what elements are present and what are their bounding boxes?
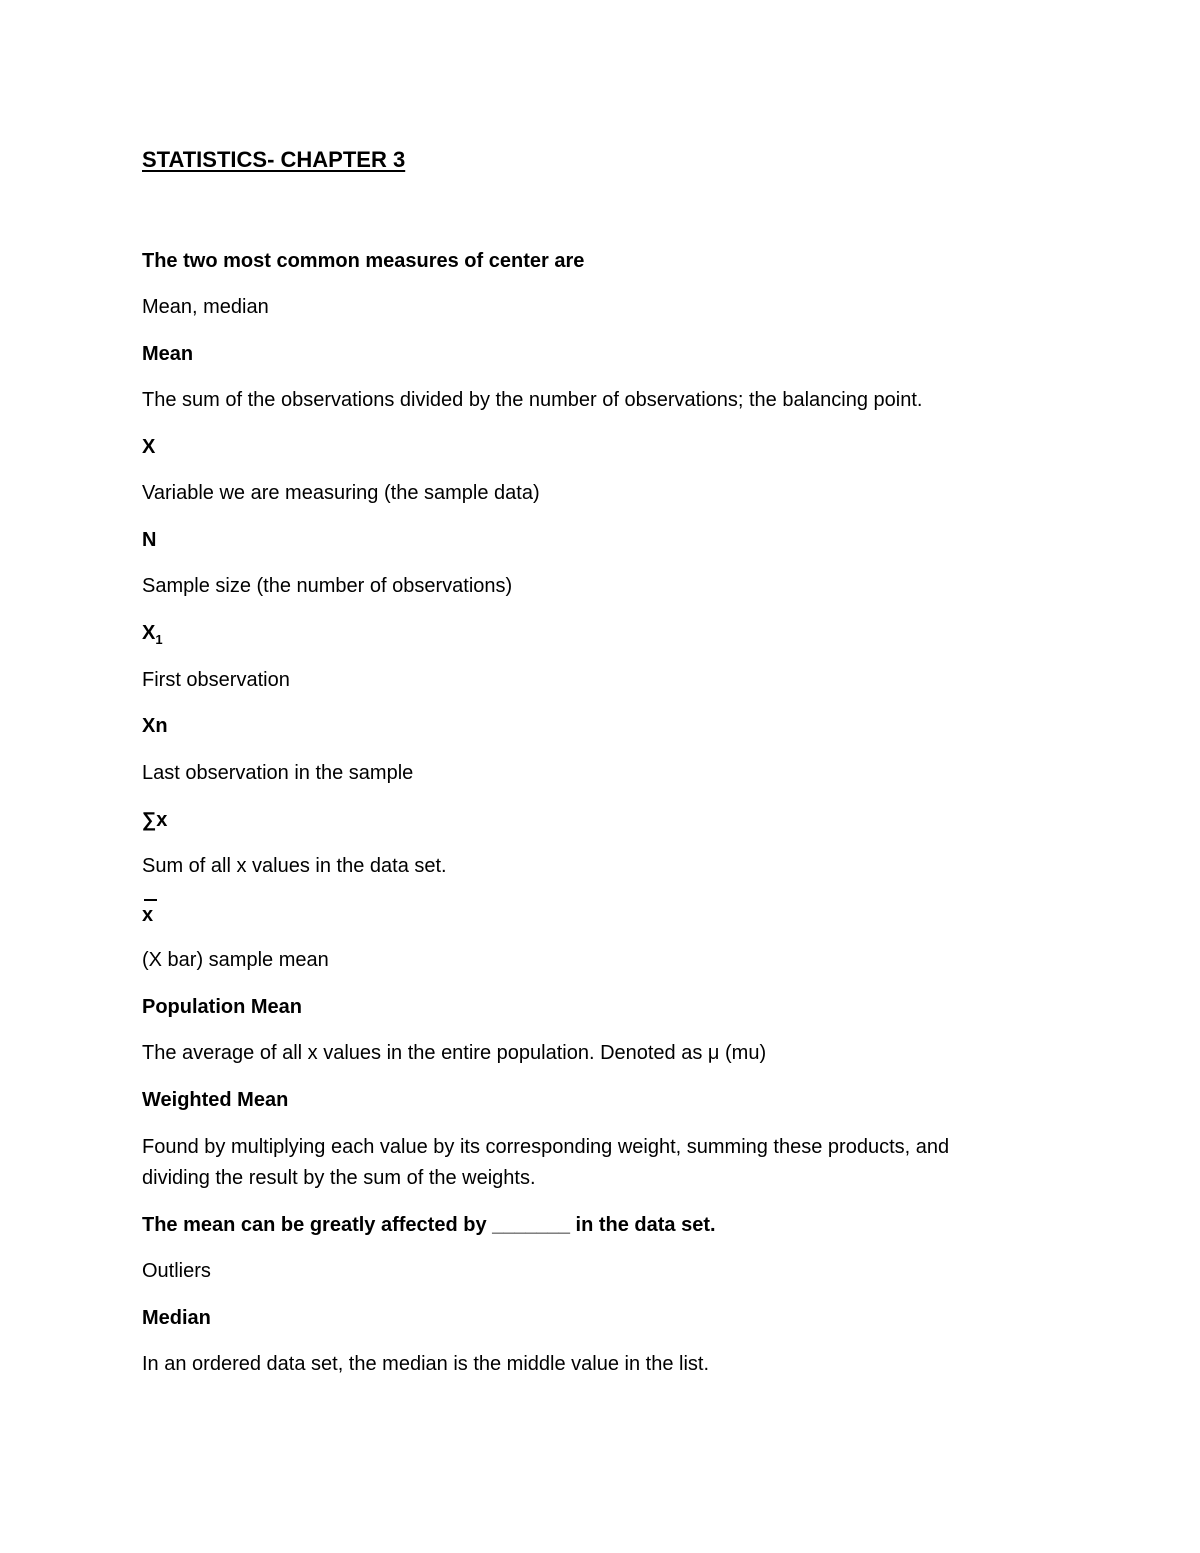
definition-mean: The sum of the observations divided by the number of observations; the balancing point.: [142, 389, 923, 411]
question-outliers: The mean can be greatly affected by _______ in the data set.: [142, 1214, 716, 1236]
x-bar-letter: x: [142, 904, 154, 926]
x-bar-symbol: [142, 898, 153, 931]
answer-outliers: Outliers: [142, 1260, 211, 1282]
term-xn: Xn: [142, 715, 168, 737]
page-title: STATISTICS- CHAPTER 3: [142, 147, 406, 172]
definition-weighted-mean-line-1: Found by multiplying each value by its corresponding weight, summing these products, and: [142, 1136, 950, 1158]
definition-xn: Last observation in the sample: [142, 762, 414, 784]
term-sum-x: ∑x: [142, 809, 168, 831]
definition-sum-x: Sum of all x values in the data set.: [142, 855, 447, 877]
term-x: X: [142, 436, 156, 458]
term-x1-subscript: 1: [155, 632, 163, 647]
definition-n: Sample size (the number of observations): [142, 575, 513, 597]
definition-weighted-mean-line-2: dividing the result by the sum of the weights.: [142, 1167, 536, 1189]
term-x-bar: [142, 898, 153, 931]
definition-x-bar: (X bar) sample mean: [142, 949, 329, 971]
answer-measures-of-center: Mean, median: [142, 296, 269, 318]
definition-x1: First observation: [142, 669, 290, 691]
definition-median: In an ordered data set, the median is the middle value in the list.: [142, 1353, 710, 1375]
term-mean: Mean: [142, 343, 194, 365]
term-x1: [142, 618, 163, 649]
x-bar-overline: [144, 899, 157, 901]
term-x1-main: X: [142, 622, 156, 644]
term-weighted-mean: Weighted Mean: [142, 1089, 289, 1111]
term-population-mean: Population Mean: [142, 996, 302, 1018]
definition-population-mean: The average of all x values in the entire population. Denoted as μ (mu): [142, 1042, 767, 1064]
question-measures-of-center: The two most common measures of center are: [142, 250, 585, 272]
definition-x: Variable we are measuring (the sample data): [142, 482, 540, 504]
term-n: N: [142, 529, 157, 551]
term-median: Median: [142, 1307, 211, 1329]
